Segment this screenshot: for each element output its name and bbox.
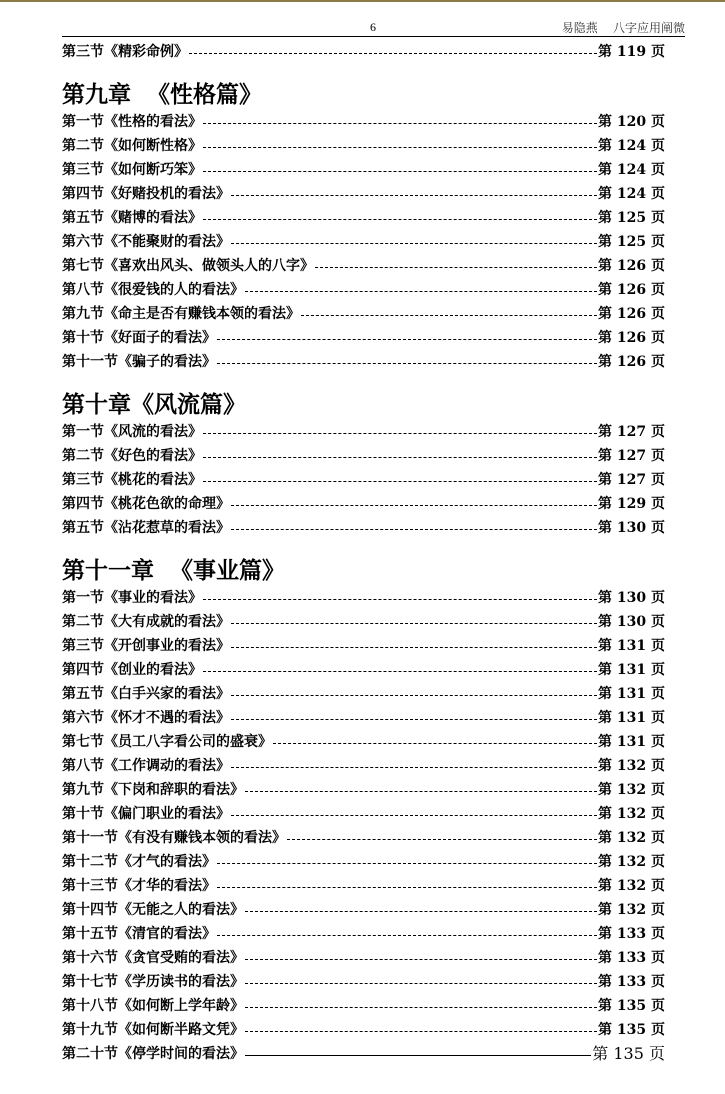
toc-entry[interactable] [62,420,665,444]
toc-entry-page: 第 131 页 [598,638,665,654]
toc-entry-title: 第八节《工作调动的看法》 [62,758,230,774]
page-header [62,16,685,37]
toc-entry-page: 第 124 页 [598,186,665,202]
toc-entry-title: 第九节《下岗和辞职的看法》 [62,782,244,798]
dot-leader [231,647,597,648]
dot-leader [315,267,597,268]
toc-entry-page: 第 130 页 [598,614,665,630]
toc-entry-title: 第二节《如何断性格》 [62,138,202,154]
toc-entry[interactable] [62,778,665,802]
toc-entry[interactable] [62,802,665,826]
toc-entry-page: 第 127 页 [598,448,665,464]
toc-entry[interactable] [62,326,665,350]
toc-entry[interactable] [62,970,665,994]
dot-leader [245,291,597,292]
toc-entry-page: 第 132 页 [598,782,665,798]
toc-entry-page: 第 132 页 [598,902,665,918]
toc-entry[interactable] [62,516,665,540]
dot-leader [301,315,597,316]
toc-entry[interactable] [62,658,665,682]
dot-leader [203,671,597,672]
toc-entry[interactable] [62,158,665,182]
toc-entry-title: 第四节《创业的看法》 [62,662,202,678]
toc-entry-page: 第 130 页 [598,590,665,606]
toc-entry-page: 第 132 页 [598,830,665,846]
toc-entry-page: 第 135 页 [598,1022,665,1038]
dot-leader [231,529,597,530]
toc-entry[interactable] [62,468,665,492]
top-border-line [0,0,725,2]
dot-leader [245,1055,591,1056]
toc-entry-title: 第三节《桃花的看法》 [62,472,202,488]
dot-leader [203,457,597,458]
toc-entry-page: 第 126 页 [598,258,665,274]
toc-entry-page: 第 119 页 [598,44,665,60]
dot-leader [231,505,597,506]
toc-entry-page: 第 131 页 [598,710,665,726]
toc-entry-page: 第 133 页 [598,950,665,966]
toc-entry-title: 第九节《命主是否有赚钱本领的看法》 [62,306,300,322]
toc-entry-page: 第 125 页 [598,234,665,250]
toc-entry-page: 第 135 页 [598,998,665,1014]
toc-entry[interactable] [62,110,665,134]
toc-entry-page: 第 126 页 [598,330,665,346]
dot-leader [245,1031,597,1032]
dot-leader [189,53,597,54]
toc-entry-page: 第 131 页 [598,734,665,750]
toc-entry-page: 第 133 页 [598,974,665,990]
toc-entry-page: 第 132 页 [598,758,665,774]
dot-leader [203,481,597,482]
toc-entry-title: 第六节《怀才不遇的看法》 [62,710,230,726]
dot-leader [203,599,597,600]
toc-entry[interactable] [62,754,665,778]
dot-leader [231,623,597,624]
toc-entry-page: 第 127 页 [598,472,665,488]
toc-entry-page: 第 126 页 [598,306,665,322]
toc-entry-title: 第五节《沾花惹草的看法》 [62,520,230,536]
dot-leader [245,911,597,912]
toc-entry-title: 第十节《好面子的看法》 [62,330,216,346]
toc-entry-title: 第十节《偏门职业的看法》 [62,806,230,822]
toc-entry-page: 第 131 页 [598,662,665,678]
dot-leader [217,863,597,864]
toc-entry[interactable] [62,922,665,946]
toc-entry-page: 第 124 页 [598,138,665,154]
toc-entry-page: 第 130 页 [598,520,665,536]
toc-entry[interactable] [62,206,665,230]
toc-entry-page: 第 132 页 [598,806,665,822]
toc-entry-title: 第四节《好赌投机的看法》 [62,186,230,202]
toc-entry-title: 第一节《事业的看法》 [62,590,202,606]
toc-entry[interactable] [62,730,665,754]
toc-entry-title: 第十五节《清官的看法》 [62,926,216,942]
toc-entry[interactable] [62,492,665,516]
toc-entry[interactable] [62,1018,665,1042]
toc-entry-title: 第十一节《骗子的看法》 [62,354,216,370]
toc-entry[interactable] [62,444,665,468]
dot-leader [217,887,597,888]
dot-leader [231,243,597,244]
chapter-heading: 第十章《风流篇》 [62,391,246,418]
toc-entry-title: 第十三节《才华的看法》 [62,878,216,894]
toc-entry[interactable] [62,278,665,302]
chapter-heading: 第九章 《性格篇》 [62,81,263,108]
toc-entry-title: 第十四节《无能之人的看法》 [62,902,244,918]
running-title: 易隐燕 八字应用阐微 [561,21,685,35]
dot-leader [231,719,597,720]
dot-leader [231,195,597,196]
toc-entry[interactable] [62,898,665,922]
dot-leader [231,815,597,816]
toc-entry-page: 第 132 页 [598,854,665,870]
toc-entry[interactable] [62,1042,665,1066]
toc-entry-page: 第 126 页 [598,282,665,298]
dot-leader [203,171,597,172]
dot-leader [203,433,597,434]
toc-entry[interactable] [62,40,665,64]
toc-entry-title: 第一节《性格的看法》 [62,114,202,130]
toc-entry-title: 第十一节《有没有赚钱本领的看法》 [62,830,286,846]
table-of-contents [62,40,665,1066]
toc-entry-title: 第七节《员工八字看公司的盛衰》 [62,734,272,750]
toc-entry-title: 第十七节《学历读书的看法》 [62,974,244,990]
toc-entry-title: 第三节《精彩命例》 [62,44,188,60]
toc-entry[interactable] [62,634,665,658]
toc-entry-page: 第 129 页 [598,496,665,512]
toc-entry-page: 第 135 页 [592,1044,665,1063]
toc-entry-page: 第 125 页 [598,210,665,226]
dot-leader [245,791,597,792]
dot-leader [245,1007,597,1008]
toc-entry-title: 第二节《好色的看法》 [62,448,202,464]
toc-entry-title: 第十六节《贪官受贿的看法》 [62,950,244,966]
toc-entry[interactable] [62,350,665,374]
dot-leader [217,363,597,364]
toc-entry-title: 第一节《风流的看法》 [62,424,202,440]
toc-entry-title: 第三节《开创事业的看法》 [62,638,230,654]
dot-leader [217,935,597,936]
dot-leader [287,839,597,840]
toc-entry-page: 第 127 页 [598,424,665,440]
toc-entry[interactable] [62,610,665,634]
toc-entry[interactable] [62,850,665,874]
dot-leader [245,959,597,960]
toc-entry-title: 第二十节《停学时间的看法》 [62,1046,244,1062]
dot-leader [273,743,597,744]
dot-leader [217,339,597,340]
dot-leader [231,767,597,768]
dot-leader [203,147,597,148]
page-number: 6 [370,20,376,34]
toc-entry-title: 第八节《很爱钱的人的看法》 [62,282,244,298]
toc-entry-page: 第 131 页 [598,686,665,702]
toc-entry-title: 第六节《不能聚财的看法》 [62,234,230,250]
dot-leader [203,219,597,220]
toc-entry-page: 第 124 页 [598,162,665,178]
toc-entry-title: 第七节《喜欢出风头、做领头人的八字》 [62,258,314,274]
toc-entry-page: 第 126 页 [598,354,665,370]
toc-entry[interactable] [62,302,665,326]
toc-entry[interactable] [62,586,665,610]
toc-entry[interactable] [62,182,665,206]
toc-entry-page: 第 133 页 [598,926,665,942]
toc-entry-title: 第十九节《如何断半路文凭》 [62,1022,244,1038]
dot-leader [245,983,597,984]
toc-entry-page: 第 120 页 [598,114,665,130]
toc-entry-page: 第 132 页 [598,878,665,894]
toc-entry[interactable] [62,254,665,278]
toc-entry[interactable] [62,134,665,158]
toc-entry[interactable] [62,946,665,970]
toc-entry[interactable] [62,994,665,1018]
toc-entry-title: 第四节《桃花色欲的命理》 [62,496,230,512]
chapter-heading: 第十一章 《事业篇》 [62,557,286,584]
toc-entry-title: 第二节《大有成就的看法》 [62,614,230,630]
toc-entry[interactable] [62,826,665,850]
toc-entry-title: 第十二节《才气的看法》 [62,854,216,870]
toc-entry-title: 第十八节《如何断上学年龄》 [62,998,244,1014]
toc-entry[interactable] [62,874,665,898]
toc-entry[interactable] [62,682,665,706]
dot-leader [203,123,597,124]
toc-entry[interactable] [62,706,665,730]
toc-entry-title: 第五节《白手兴家的看法》 [62,686,230,702]
toc-entry[interactable] [62,230,665,254]
toc-entry-title: 第五节《赌博的看法》 [62,210,202,226]
dot-leader [231,695,597,696]
toc-entry-title: 第三节《如何断巧笨》 [62,162,202,178]
